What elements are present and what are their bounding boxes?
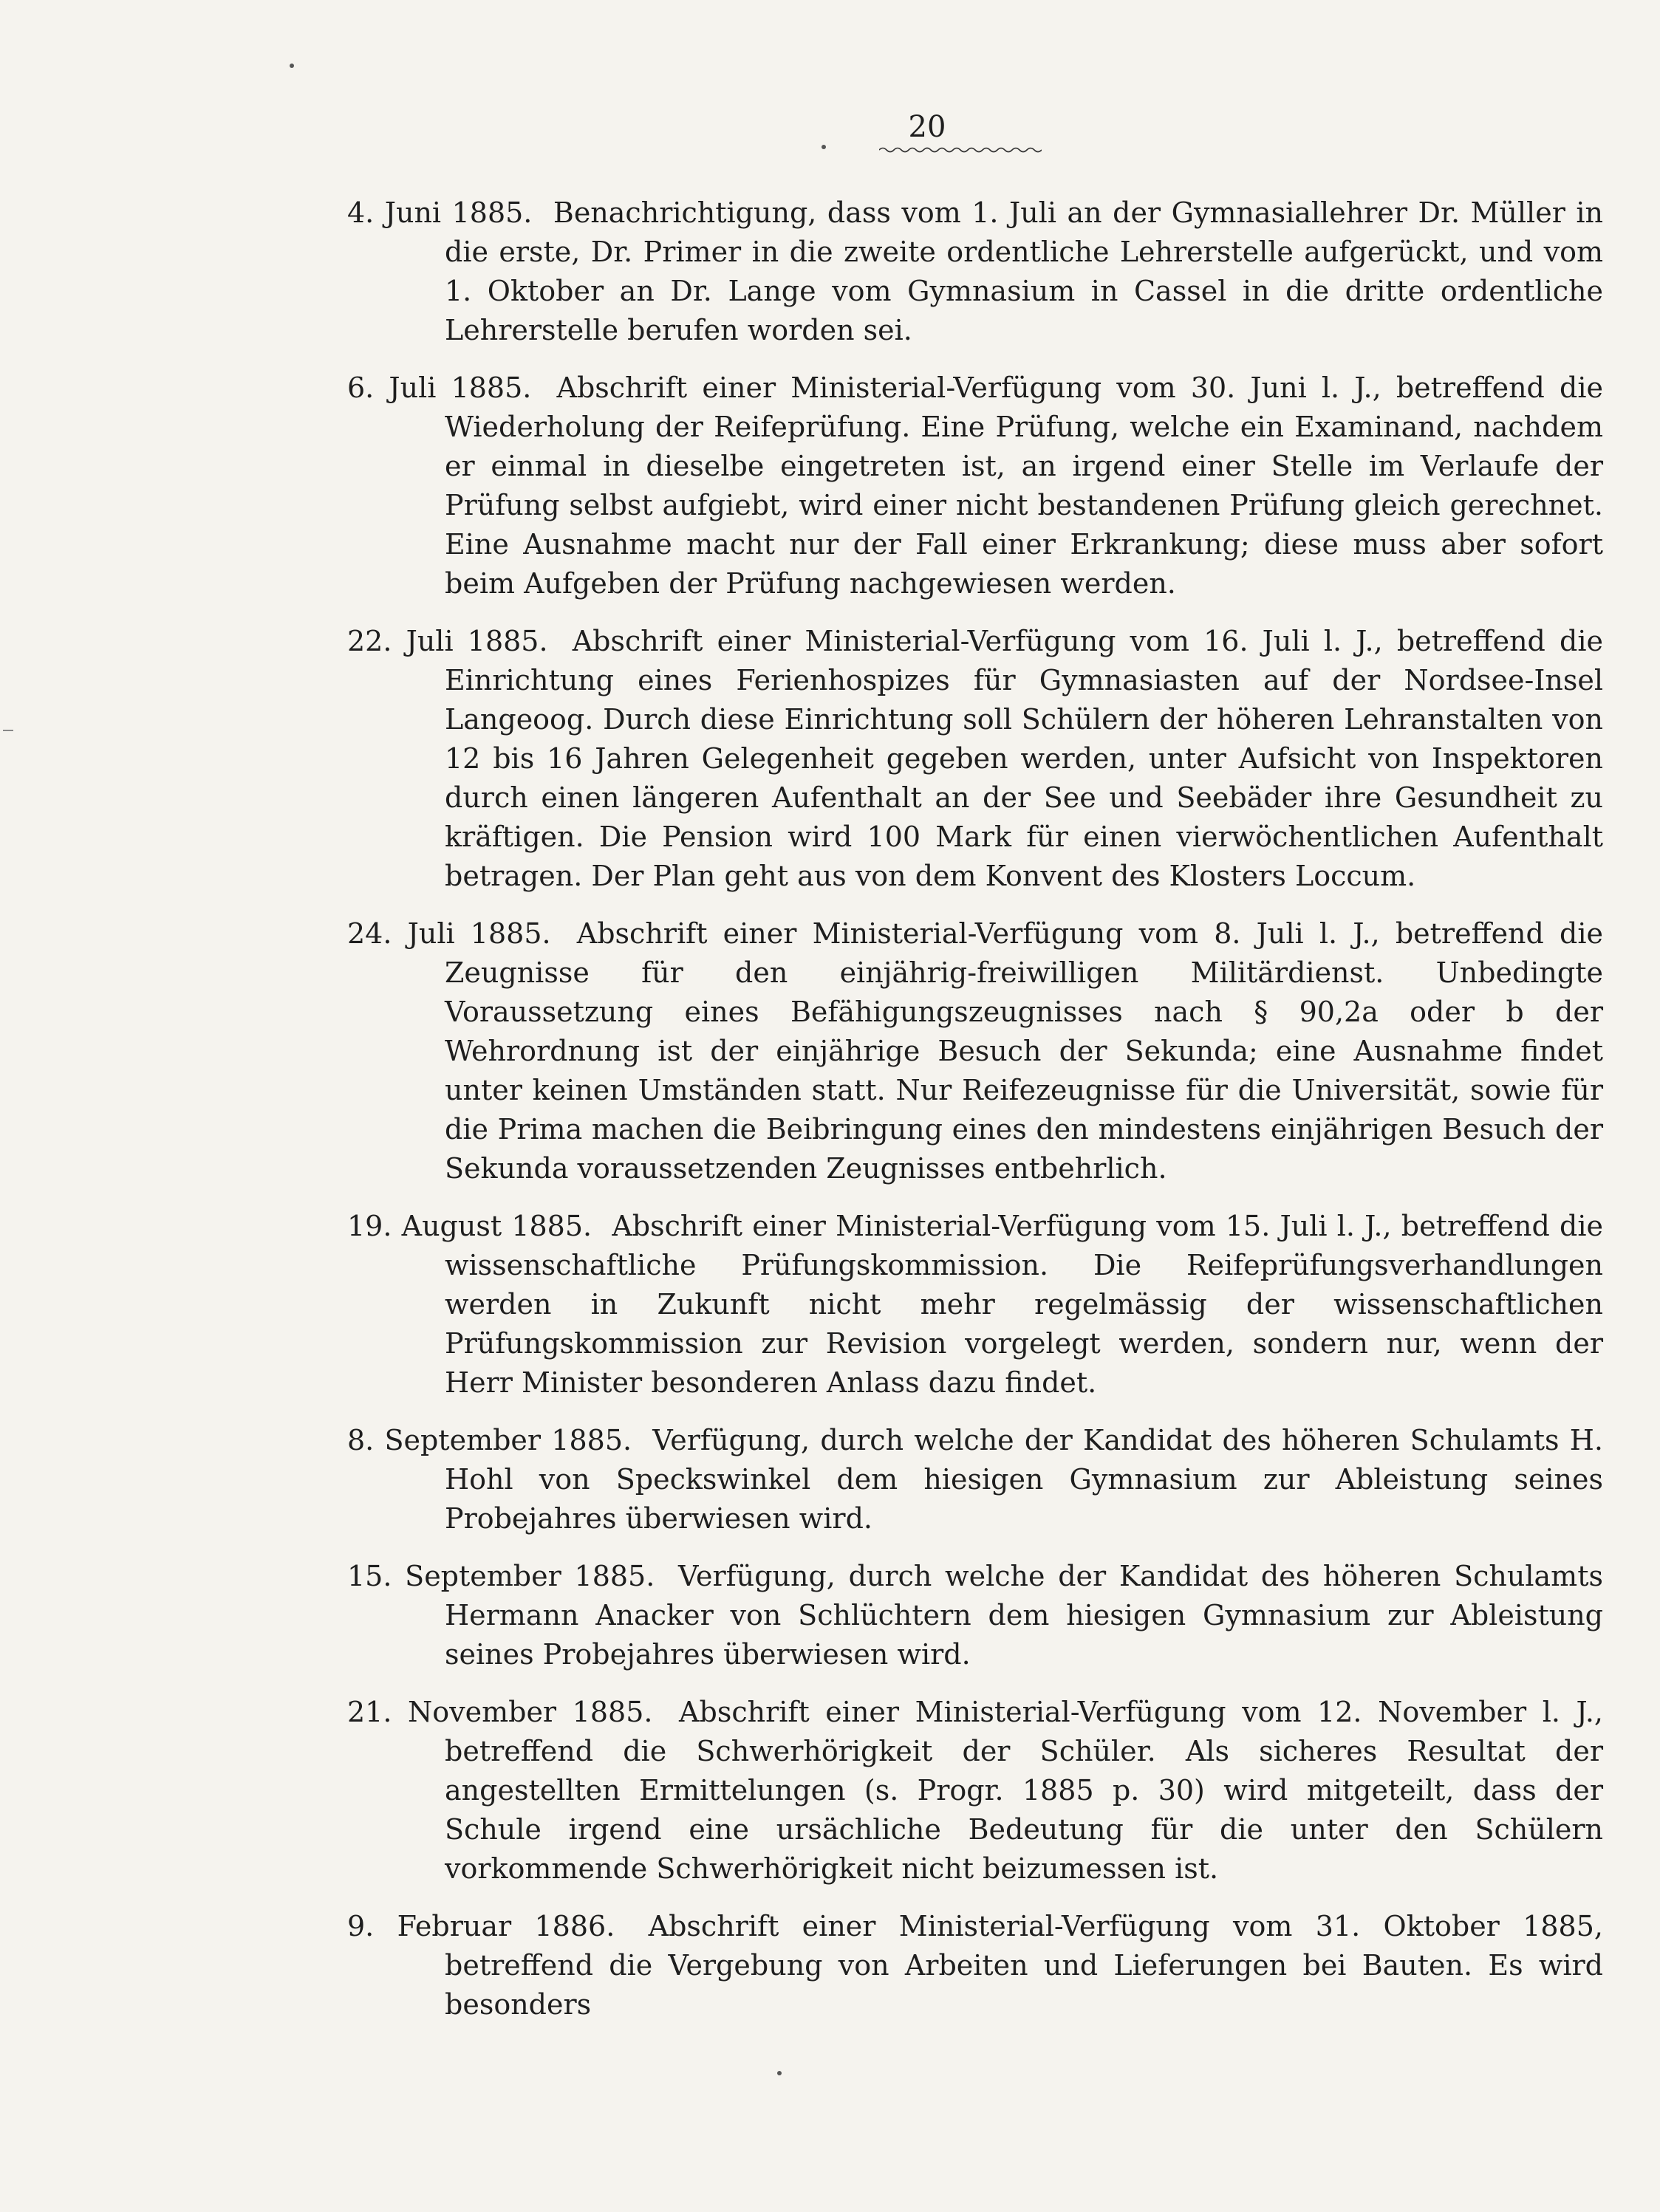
entry	[347, 622, 1603, 896]
entry	[347, 914, 1603, 1188]
entry-text: Abschrift einer Ministerial-Verfügung vom 15. Juli l. J., betreffend die wissenschaftliche Prüfungskommission. Die Reifeprüfungsverhandlungen werden in Zukunft nicht mehr regelmässig der wissenschaftlichen Prüfungskommission zur Revision vorgelegt werden, sondern nur, wenn der Herr Minister besonderen Anlass dazu findet.	[445, 1210, 1603, 1399]
entry-date: 9. Februar 1886.	[347, 1910, 615, 1942]
entry-text: Abschrift einer Ministerial-Verfügung vom 12. November l. J., betreffend die Schwerhörigkeit der Schüler. Als sicheres Resultat der angestellten Ermittelungen (s. Progr. 1885 p. 30) wird mitgeteilt, dass der Schule irgend eine ursächliche Bedeutung für die unter den Schülern vorkommende Schwerhörigkeit nicht beizumessen ist.	[445, 1696, 1603, 1885]
page-number: 20	[908, 110, 946, 144]
entry-date: 21. November 1885.	[347, 1696, 653, 1728]
entry-date: 24. Juli 1885.	[347, 917, 551, 950]
entry	[347, 194, 1603, 350]
entry-text: Abschrift einer Ministerial-Verfügung vom 31. Oktober 1885, betreffend die Vergebung von Arbeiten und Lieferungen bei Bauten. Es wird besonders	[445, 1910, 1603, 2021]
entry-date: 19. August 1885.	[347, 1210, 592, 1242]
entry	[347, 1207, 1603, 1403]
entry	[347, 1421, 1603, 1538]
page-number-ornament	[879, 146, 1042, 154]
entry-date: 6. Juli 1885.	[347, 371, 532, 404]
entry-text: Verfügung, durch welche der Kandidat des höheren Schulamts Hermann Anacker von Schlüchtern dem hiesigen Gymnasium zur Ableistung seines Probejahres überwiesen wird.	[445, 1560, 1603, 1671]
paper-speck	[777, 2071, 782, 2075]
entry-text: Abschrift einer Ministerial-Verfügung vom 8. Juli l. J., betreffend die Zeugnisse für den einjährig-freiwilligen Militärdienst. Unbedingte Voraussetzung eines Befähigungszeugnisses nach § 90,2a oder b der Wehrordnung ist der einjährige Besuch der Sekunda; eine Ausnahme findet unter keinen Umständen statt. Nur Reifezeugnisse für die Universität, sowie für die Prima machen die Beibringung eines den mindestens einjährigen Besuch der Sekunda voraussetzenden Zeugnisses entbehrlich.	[445, 917, 1603, 1185]
entry-date: 15. September 1885.	[347, 1560, 655, 1592]
entry	[347, 369, 1603, 603]
paper-speck	[290, 64, 294, 68]
entry-text: Verfügung, durch welche der Kandidat des höheren Schulamts H. Hohl von Speckswinkel dem hiesigen Gymnasium zur Ableistung seines Probejahres überwiesen wird.	[445, 1424, 1603, 1535]
entry-date: 22. Juli 1885.	[347, 625, 548, 657]
entry-text: Benachrichtigung, dass vom 1. Juli an der Gymnasiallehrer Dr. Müller in die erste, Dr. Primer in die zweite ordentliche Lehrerstelle aufgerückt, und vom 1. Oktober an Dr. Lange vom Gymnasium in Cassel in die dritte ordentliche Lehrerstelle berufen worden sei.	[445, 196, 1603, 346]
entry	[347, 1907, 1603, 2024]
paper-speck	[822, 145, 826, 149]
entry	[347, 1693, 1603, 1889]
entry	[347, 1557, 1603, 1674]
entry-list	[347, 194, 1603, 2043]
entry-date: 4. Juni 1885.	[347, 196, 533, 229]
entry-text: Abschrift einer Ministerial-Verfügung vom 16. Juli l. J., betreffend die Einrichtung eines Ferienhospizes für Gymnasiasten auf der Nordsee-Insel Langeoog. Durch diese Einrichtung soll Schülern der höheren Lehranstalten von 12 bis 16 Jahren Gelegenheit gegeben werden, unter Aufsicht von Inspektoren durch einen längeren Aufenthalt an der See und Seebäder ihre Gesundheit zu kräftigen. Die Pension wird 100 Mark für einen vierwöchentlichen Aufenthalt betragen. Der Plan geht aus von dem Konvent des Klosters Loccum.	[445, 625, 1604, 892]
entry-date: 8. September 1885.	[347, 1424, 632, 1456]
entry-text: Abschrift einer Ministerial-Verfügung vom 30. Juni l. J., betreffend die Wiederholung der Reifeprüfung. Eine Prüfung, welche ein Examinand, nachdem er einmal in dieselbe eingetreten ist, an irgend einer Stelle im Verlaufe der Prüfung selbst aufgiebt, wird einer nicht bestandenen Prüfung gleich gerechnet. Eine Ausnahme macht nur der Fall einer Erkrankung; diese muss aber sofort beim Aufgeben der Prüfung nachgewiesen werden.	[445, 371, 1603, 600]
page-edge-mark	[3, 730, 13, 731]
